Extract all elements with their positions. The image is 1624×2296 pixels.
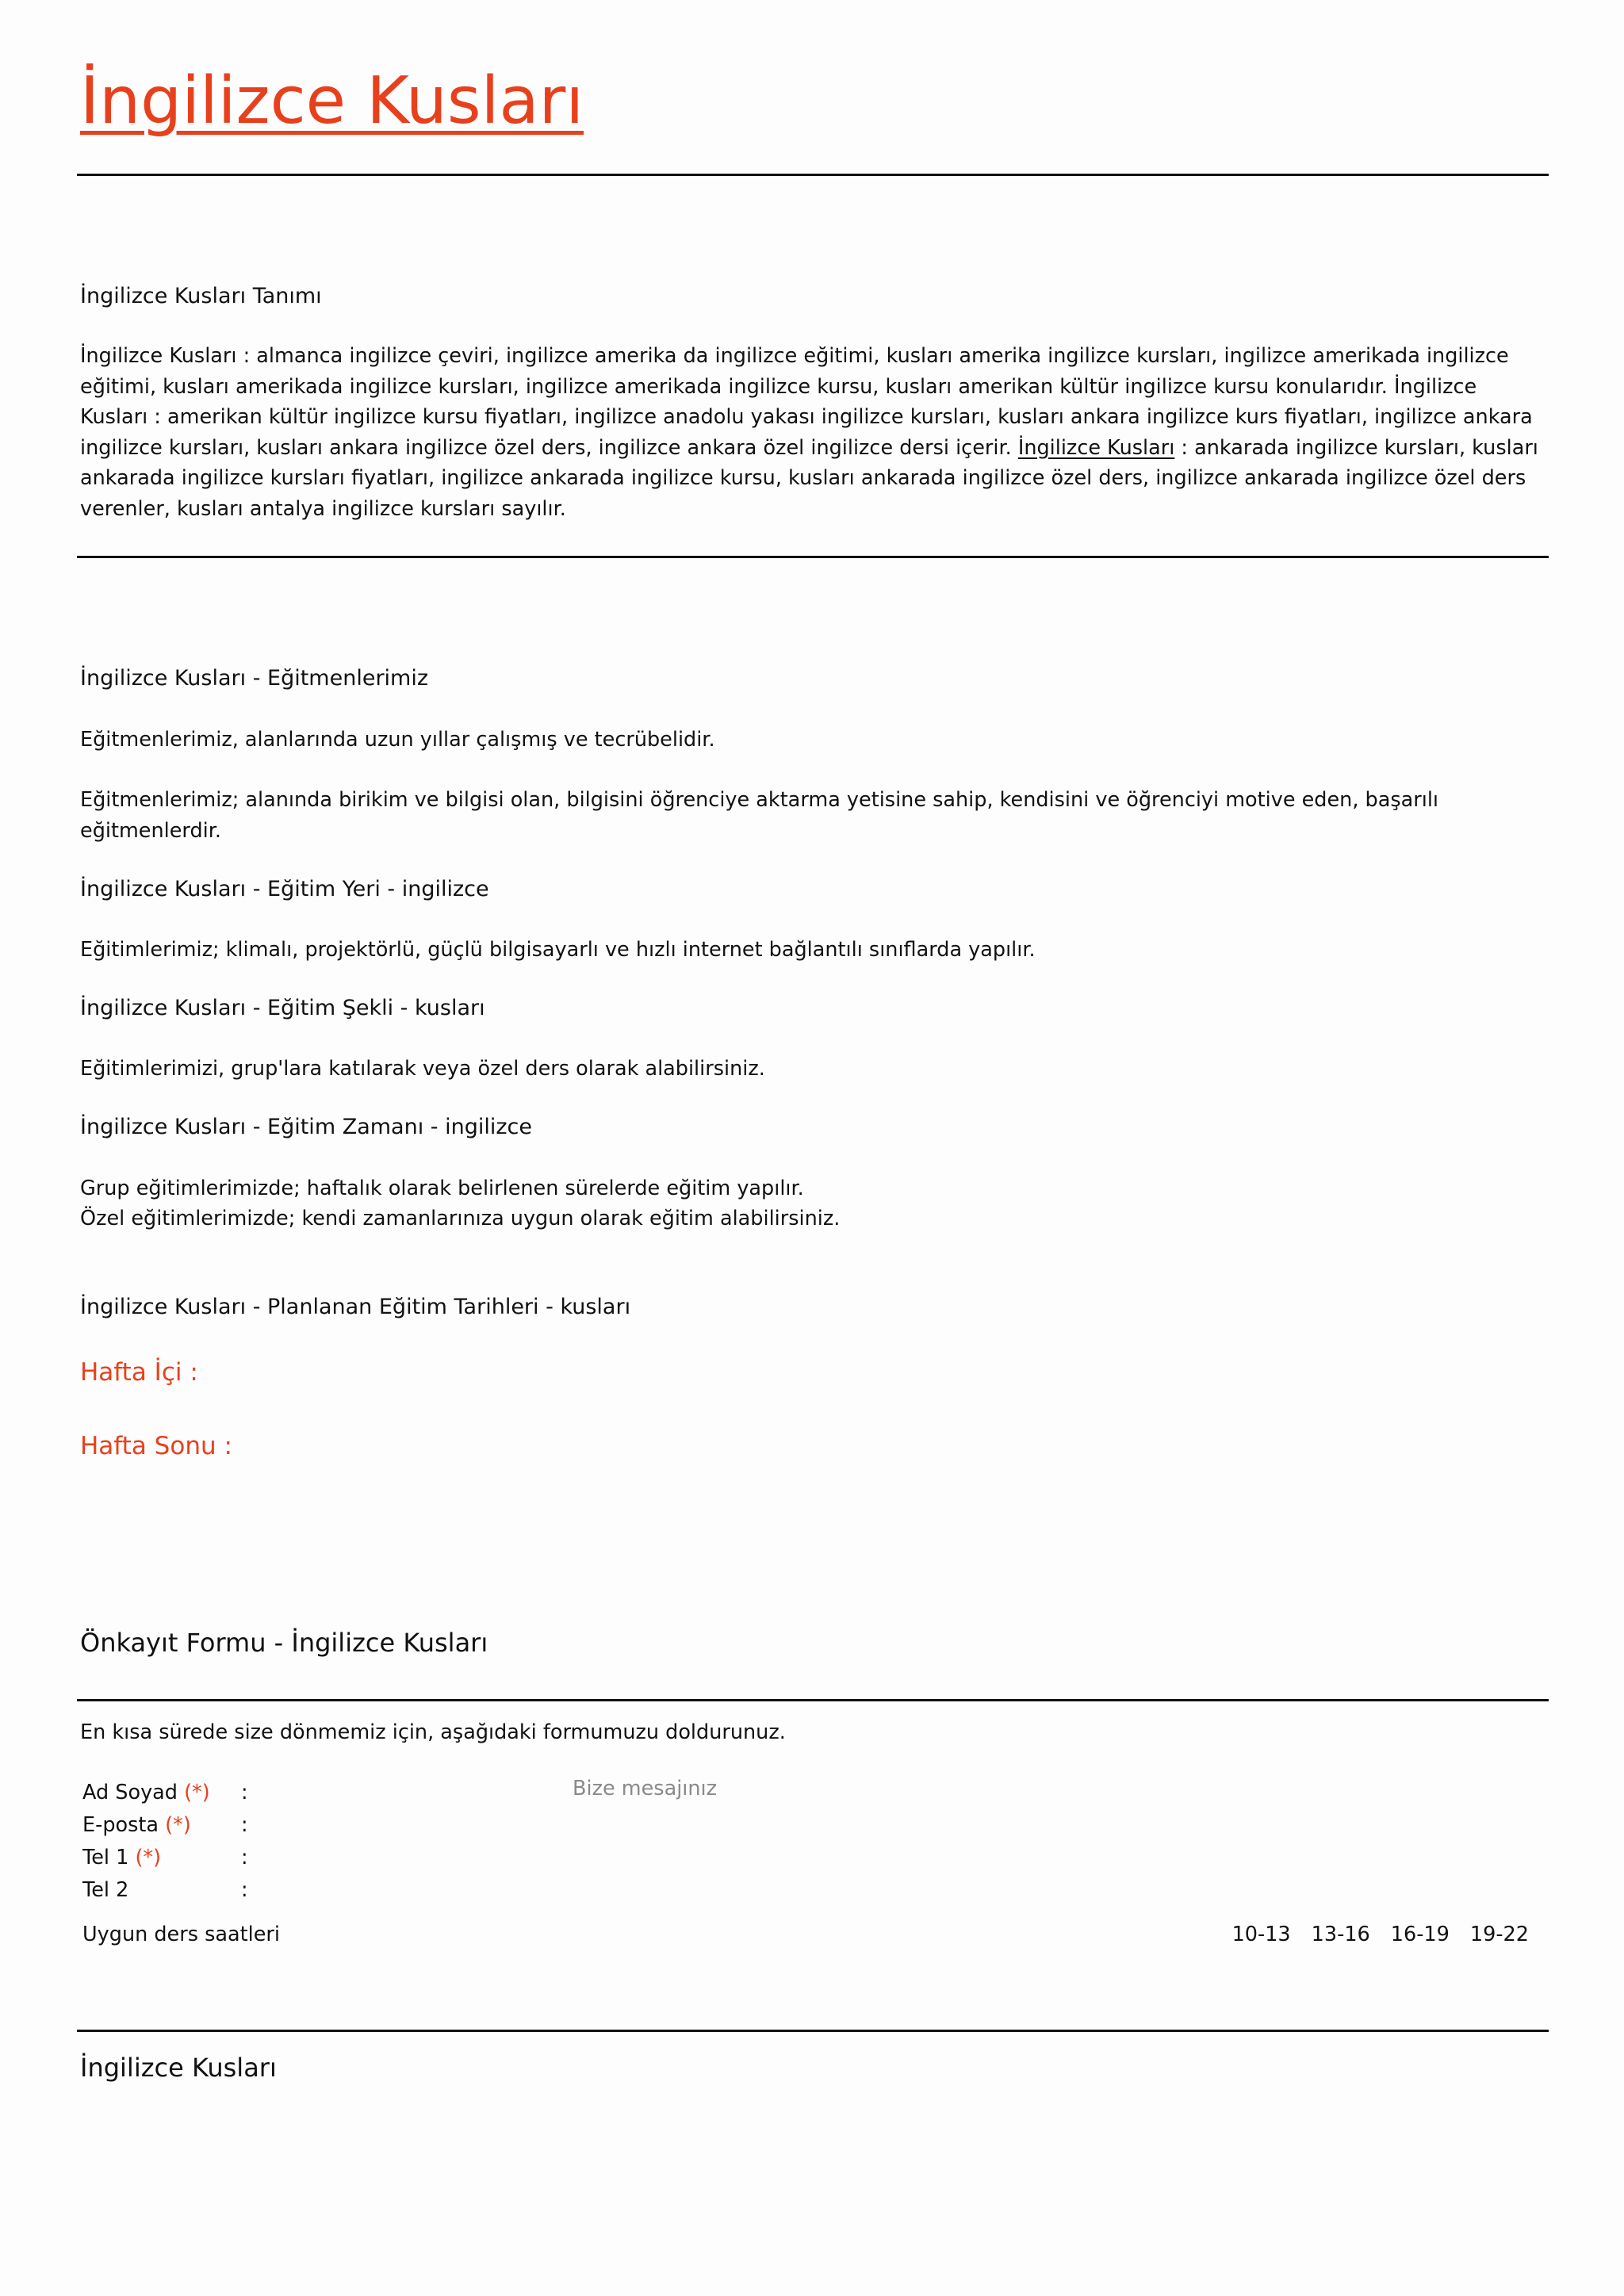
name-label-text: Ad Soyad [82, 1781, 178, 1804]
time-slot-group [1232, 1920, 1529, 1949]
instructors-paragraph-2: Eğitmenlerimiz; alanında birikim ve bilgisi olan, bilgisini öğrenciye aktarma yetisine sahip, kendisini ve öğrenciyi motive eden, başarılı eğitmenlerdir. [80, 788, 1439, 843]
tel2-field-label [82, 1876, 128, 1904]
name-field-label [82, 1778, 210, 1807]
form-heading: Önkayıt Formu - İngilizce Kusları [80, 1628, 488, 1658]
schedule-line-2: Özel eğitimlerimizde; kendi zamanlarınıza uygun olarak eğitim alabilirsiniz. [80, 1207, 841, 1230]
site-title-link[interactable]: İngilizce Kusları [80, 63, 584, 139]
footer-title: İngilizce Kusları [80, 2053, 277, 2083]
schedule-line-1: Grup eğitimlerimizde; haftalık olarak belirlenen sürelerde eğitim yapılır. [80, 1177, 804, 1200]
definition-text-part2: : ankarada ingilizce kursları, kusları ankarada ingilizce kursları fiyatları, ingilizce ankarada ingilizce kursu, kusları ankarada ingilizce özel ders, ingilizce ankarada ingilizce özel ders verenler, kusları antalya ingilizce kursları sayılır. [80, 435, 1538, 521]
tel1-label-text: Tel 1 [82, 1846, 129, 1869]
tel2-input[interactable] [260, 1877, 560, 1904]
email-required-mark: (*) [165, 1813, 191, 1837]
format-heading: İngilizce Kusları - Eğitim Şekli - kusları [80, 996, 485, 1020]
tel1-field-label [82, 1843, 161, 1872]
time-slot-option[interactable]: 13-16 [1311, 1923, 1370, 1946]
schedule-heading: İngilizce Kusları - Eğitim Zamanı - ingilizce [80, 1115, 532, 1139]
time-slot-option[interactable]: 19-22 [1469, 1923, 1529, 1946]
email-label-text: E-posta [82, 1813, 159, 1837]
form-intro: En kısa sürede size dönmemiz için, aşağıdaki formumuzu doldurunuz. [80, 1720, 786, 1744]
tel2-colon: : [241, 1878, 248, 1902]
header-divider [77, 174, 1549, 176]
definition-heading: İngilizce Kusları Tanımı [80, 284, 322, 308]
instructors-paragraph-1: Eğitmenlerimiz, alanlarında uzun yıllar çalışmış ve tecrübelidir. [80, 728, 715, 752]
hours-label: Uygun ders saatleri [82, 1923, 280, 1946]
email-field-label [82, 1811, 191, 1839]
email-input[interactable] [260, 1812, 560, 1839]
definition-divider [77, 556, 1549, 558]
weekend-label: Hafta Sonu : [80, 1432, 232, 1460]
name-colon: : [241, 1781, 248, 1804]
time-slot-option[interactable]: 16-19 [1390, 1923, 1450, 1946]
definition-inline-link[interactable]: İngilizce Kusları [1017, 435, 1175, 460]
definition-text-part1: İngilizce Kusları : almanca ingilizce çeviri, ingilizce amerika da ingilizce eğitimi, kusları amerika ingilizce kursları, ingilizce amerikada ingilizce eğitimi, kusları amerikada ingilizce kursları, ingilizce amerikada ingilizce kursu, kusları amerikan kültür ingilizce kursu konularıdır. İngilizce Kusları : amerikan kültür ingilizce kursu fiyatları, ingilizce anadolu yakası ingilizce kursları, kusları ankara ingilizce kurs fiyatları, ingilizce ankara ingilizce kursları, kusları ankara ingilizce özel ders, ingilizce ankara özel ingilizce dersi içerir. [80, 344, 1533, 460]
location-text: Eğitimlerimiz; klimalı, projektörlü, güçlü bilgisayarlı ve hızlı internet bağlantılı sınıflarda yapılır. [80, 938, 1036, 962]
email-colon: : [241, 1813, 248, 1837]
location-heading: İngilizce Kusları - Eğitim Yeri - ingilizce [80, 877, 489, 901]
name-input[interactable] [260, 1779, 560, 1806]
name-required-mark: (*) [184, 1781, 210, 1804]
form-divider [77, 1699, 1549, 1701]
tel1-input[interactable] [260, 1844, 560, 1871]
instructors-heading: İngilizce Kusları - Eğitmenlerimiz [80, 666, 429, 691]
tel2-label-text: Tel 2 [82, 1878, 129, 1902]
message-textarea[interactable] [568, 1774, 1529, 1893]
tel1-colon: : [241, 1846, 248, 1869]
weekday-label: Hafta İçi : [80, 1358, 198, 1387]
time-slot-option[interactable]: 10-13 [1231, 1923, 1291, 1946]
tel1-required-mark: (*) [135, 1846, 162, 1869]
definition-paragraph [80, 341, 1539, 524]
dates-heading: İngilizce Kusları - Planlanan Eğitim Tarihleri - kusları [80, 1295, 631, 1319]
format-text: Eğitimlerimizi, grup'lara katılarak veya özel ders olarak alabilirsiniz. [80, 1057, 765, 1081]
footer-divider [77, 2030, 1549, 2032]
